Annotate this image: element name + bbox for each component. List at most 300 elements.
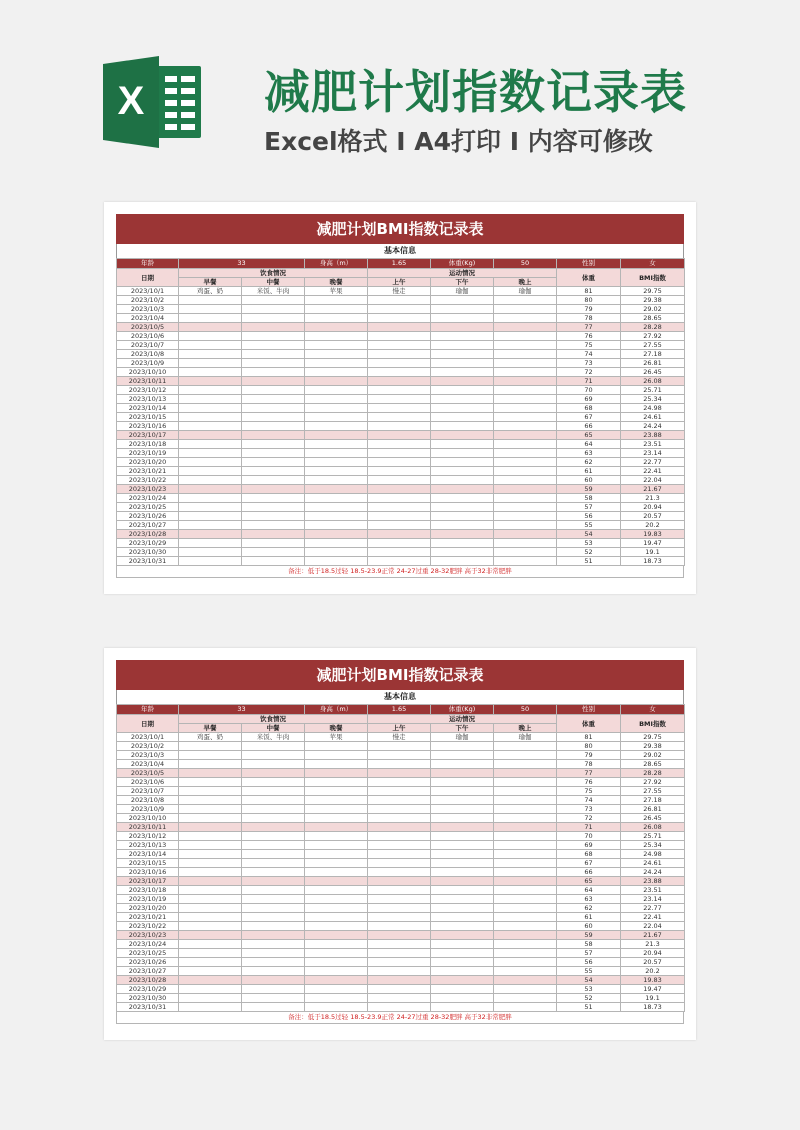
cell-date: 2023/10/13 — [117, 395, 179, 404]
cell-lunch — [242, 913, 305, 922]
cell-weight: 52 — [557, 548, 621, 557]
cell-bmi: 29.38 — [621, 296, 685, 305]
cell-breakfast — [179, 967, 242, 976]
cell-date: 2023/10/3 — [117, 305, 179, 314]
table-row — [117, 557, 685, 566]
page-header — [0, 0, 800, 200]
cell-am — [368, 323, 431, 332]
table-row — [117, 913, 685, 922]
cell-am — [368, 305, 431, 314]
weight-value: 50 — [494, 705, 557, 715]
table-row — [117, 922, 685, 931]
table-row — [117, 287, 685, 296]
table-row — [117, 841, 685, 850]
cell-bmi: 27.92 — [621, 778, 685, 787]
height-value: 1.65 — [368, 705, 431, 715]
cell-pm — [431, 940, 494, 949]
table-row — [117, 850, 685, 859]
cell-weight: 60 — [557, 476, 621, 485]
table-row — [117, 778, 685, 787]
cell-pm — [431, 850, 494, 859]
cell-am — [368, 476, 431, 485]
cell-bmi: 23.14 — [621, 895, 685, 904]
cell-lunch — [242, 787, 305, 796]
cell-dinner — [305, 958, 368, 967]
cell-dinner — [305, 305, 368, 314]
sheet-title: 减肥计划BMI指数记录表 — [116, 660, 684, 690]
cell-am — [368, 877, 431, 886]
cell-pm — [431, 814, 494, 823]
cell-lunch — [242, 386, 305, 395]
cell-dinner — [305, 814, 368, 823]
cell-lunch — [242, 895, 305, 904]
cell-pm — [431, 557, 494, 566]
cell-am — [368, 868, 431, 877]
cell-pm — [431, 886, 494, 895]
cell-lunch: 米饭、牛肉 — [242, 287, 305, 296]
afternoon-header: 下午 — [431, 724, 494, 733]
cell-date: 2023/10/24 — [117, 940, 179, 949]
cell-weight: 61 — [557, 467, 621, 476]
cell-date: 2023/10/9 — [117, 805, 179, 814]
cell-pm: 瑜伽 — [431, 287, 494, 296]
cell-lunch — [242, 548, 305, 557]
cell-bmi: 26.08 — [621, 377, 685, 386]
cell-eve — [494, 985, 557, 994]
cell-eve — [494, 778, 557, 787]
cell-dinner — [305, 377, 368, 386]
cell-eve — [494, 949, 557, 958]
cell-breakfast — [179, 332, 242, 341]
cell-breakfast — [179, 512, 242, 521]
date-header: 日期 — [117, 269, 179, 287]
cell-lunch — [242, 967, 305, 976]
cell-am — [368, 895, 431, 904]
cell-lunch — [242, 341, 305, 350]
cell-am — [368, 467, 431, 476]
table-row — [117, 350, 685, 359]
cell-lunch — [242, 886, 305, 895]
cell-bmi: 20.2 — [621, 967, 685, 976]
cell-dinner — [305, 931, 368, 940]
basic-info-label: 基本信息 — [116, 690, 684, 704]
cell-bmi: 24.61 — [621, 413, 685, 422]
cell-am — [368, 341, 431, 350]
cell-pm — [431, 949, 494, 958]
table-row — [117, 769, 685, 778]
cell-weight: 71 — [557, 377, 621, 386]
cell-date: 2023/10/10 — [117, 368, 179, 377]
cell-eve — [494, 512, 557, 521]
cell-weight: 59 — [557, 931, 621, 940]
cell-eve — [494, 805, 557, 814]
height-label: 身高（m） — [305, 259, 368, 269]
cell-lunch — [242, 503, 305, 512]
table-row — [117, 949, 685, 958]
table-row — [117, 823, 685, 832]
cell-dinner — [305, 904, 368, 913]
cell-breakfast — [179, 476, 242, 485]
cell-bmi: 20.57 — [621, 512, 685, 521]
cell-am — [368, 778, 431, 787]
table-row — [117, 512, 685, 521]
cell-weight: 68 — [557, 404, 621, 413]
cell-am — [368, 922, 431, 931]
cell-date: 2023/10/1 — [117, 733, 179, 742]
info-row — [117, 705, 685, 715]
cell-date: 2023/10/12 — [117, 386, 179, 395]
evening-header: 晚上 — [494, 278, 557, 287]
cell-pm — [431, 823, 494, 832]
cell-bmi: 19.83 — [621, 530, 685, 539]
cell-dinner — [305, 760, 368, 769]
cell-lunch — [242, 296, 305, 305]
table-row — [117, 467, 685, 476]
cell-am — [368, 967, 431, 976]
cell-date: 2023/10/7 — [117, 787, 179, 796]
cell-weight: 65 — [557, 877, 621, 886]
cell-date: 2023/10/5 — [117, 323, 179, 332]
cell-dinner — [305, 868, 368, 877]
cell-eve — [494, 350, 557, 359]
diet-header: 饮食情况 — [179, 715, 368, 724]
cell-dinner — [305, 886, 368, 895]
cell-lunch — [242, 985, 305, 994]
cell-weight: 74 — [557, 796, 621, 805]
cell-am — [368, 904, 431, 913]
cell-weight: 70 — [557, 386, 621, 395]
cell-breakfast — [179, 760, 242, 769]
cell-pm — [431, 422, 494, 431]
cell-breakfast — [179, 832, 242, 841]
cell-pm — [431, 922, 494, 931]
cell-eve — [494, 548, 557, 557]
cell-dinner — [305, 769, 368, 778]
cell-date: 2023/10/3 — [117, 751, 179, 760]
cell-bmi: 28.65 — [621, 760, 685, 769]
cell-lunch — [242, 994, 305, 1003]
cell-am — [368, 386, 431, 395]
age-value: 33 — [179, 705, 305, 715]
cell-date: 2023/10/24 — [117, 494, 179, 503]
cell-pm — [431, 832, 494, 841]
cell-bmi: 19.47 — [621, 539, 685, 548]
cell-dinner — [305, 895, 368, 904]
cell-bmi: 23.51 — [621, 440, 685, 449]
cell-date: 2023/10/25 — [117, 503, 179, 512]
table-row — [117, 895, 685, 904]
cell-am — [368, 994, 431, 1003]
cell-eve — [494, 850, 557, 859]
cell-weight: 71 — [557, 823, 621, 832]
cell-lunch — [242, 796, 305, 805]
sheet-content — [116, 214, 684, 578]
record-table — [116, 258, 685, 566]
cell-pm — [431, 458, 494, 467]
cell-date: 2023/10/31 — [117, 557, 179, 566]
cell-lunch — [242, 521, 305, 530]
cell-am — [368, 949, 431, 958]
cell-date: 2023/10/23 — [117, 931, 179, 940]
cell-lunch — [242, 949, 305, 958]
cell-pm — [431, 494, 494, 503]
cell-weight: 76 — [557, 778, 621, 787]
cell-weight: 78 — [557, 760, 621, 769]
cell-bmi: 27.18 — [621, 350, 685, 359]
cell-am — [368, 521, 431, 530]
cell-bmi: 28.28 — [621, 769, 685, 778]
table-row — [117, 832, 685, 841]
cell-bmi: 25.71 — [621, 386, 685, 395]
sheet-title: 减肥计划BMI指数记录表 — [116, 214, 684, 244]
cell-eve — [494, 742, 557, 751]
table-row — [117, 431, 685, 440]
cell-weight: 67 — [557, 413, 621, 422]
cell-pm — [431, 467, 494, 476]
cell-pm — [431, 958, 494, 967]
cell-dinner — [305, 985, 368, 994]
table-row — [117, 395, 685, 404]
cell-date: 2023/10/30 — [117, 548, 179, 557]
cell-pm — [431, 314, 494, 323]
cell-eve — [494, 503, 557, 512]
cell-pm — [431, 841, 494, 850]
cell-am — [368, 557, 431, 566]
table-row — [117, 413, 685, 422]
cell-dinner — [305, 539, 368, 548]
cell-weight: 61 — [557, 913, 621, 922]
group-header-row — [117, 715, 685, 724]
cell-pm — [431, 742, 494, 751]
cell-bmi: 28.65 — [621, 314, 685, 323]
cell-lunch — [242, 377, 305, 386]
sheet-content — [116, 660, 684, 1024]
cell-pm — [431, 296, 494, 305]
logo-letter: X — [117, 79, 145, 123]
cell-am — [368, 1003, 431, 1012]
cell-breakfast — [179, 841, 242, 850]
cell-breakfast: 鸡蛋、奶 — [179, 733, 242, 742]
cell-lunch — [242, 485, 305, 494]
cell-eve — [494, 958, 557, 967]
cell-dinner: 苹果 — [305, 287, 368, 296]
cell-lunch — [242, 922, 305, 931]
cell-eve — [494, 386, 557, 395]
cell-pm — [431, 404, 494, 413]
cell-date: 2023/10/11 — [117, 823, 179, 832]
cell-bmi: 26.81 — [621, 805, 685, 814]
table-row — [117, 404, 685, 413]
cell-pm — [431, 341, 494, 350]
cell-weight: 76 — [557, 332, 621, 341]
cell-lunch: 米饭、牛肉 — [242, 733, 305, 742]
cell-lunch — [242, 814, 305, 823]
cell-weight: 72 — [557, 814, 621, 823]
cell-date: 2023/10/8 — [117, 796, 179, 805]
cell-weight: 56 — [557, 958, 621, 967]
cell-weight: 69 — [557, 395, 621, 404]
cell-weight: 54 — [557, 530, 621, 539]
cell-eve — [494, 422, 557, 431]
cell-dinner — [305, 494, 368, 503]
cell-date: 2023/10/26 — [117, 958, 179, 967]
table-row — [117, 814, 685, 823]
evening-header: 晚上 — [494, 724, 557, 733]
table-row — [117, 1003, 685, 1012]
cell-am — [368, 976, 431, 985]
table-row — [117, 305, 685, 314]
cell-breakfast — [179, 751, 242, 760]
cell-breakfast — [179, 530, 242, 539]
cell-eve — [494, 377, 557, 386]
cell-lunch — [242, 778, 305, 787]
sport-header: 运动情况 — [368, 715, 557, 724]
cell-weight: 79 — [557, 751, 621, 760]
gender-label: 性别 — [557, 259, 621, 269]
cell-weight: 78 — [557, 314, 621, 323]
cell-date: 2023/10/5 — [117, 769, 179, 778]
table-row — [117, 422, 685, 431]
cell-weight: 73 — [557, 359, 621, 368]
cell-am: 慢走 — [368, 287, 431, 296]
cell-breakfast — [179, 467, 242, 476]
date-header: 日期 — [117, 715, 179, 733]
cell-dinner — [305, 1003, 368, 1012]
sheet-preview-1 — [104, 202, 696, 594]
cell-dinner — [305, 512, 368, 521]
cell-eve — [494, 476, 557, 485]
cell-breakfast — [179, 877, 242, 886]
cell-breakfast — [179, 440, 242, 449]
cell-dinner — [305, 949, 368, 958]
sheet-preview-2 — [104, 648, 696, 1040]
cell-pm — [431, 413, 494, 422]
cell-date: 2023/10/18 — [117, 440, 179, 449]
cell-am — [368, 958, 431, 967]
cell-dinner — [305, 350, 368, 359]
cell-pm — [431, 796, 494, 805]
cell-dinner — [305, 449, 368, 458]
cell-breakfast — [179, 787, 242, 796]
cell-date: 2023/10/31 — [117, 1003, 179, 1012]
cell-breakfast — [179, 368, 242, 377]
cell-dinner — [305, 976, 368, 985]
cell-breakfast — [179, 769, 242, 778]
cell-eve — [494, 976, 557, 985]
cell-pm — [431, 868, 494, 877]
cell-dinner — [305, 521, 368, 530]
cell-eve — [494, 305, 557, 314]
cell-am — [368, 859, 431, 868]
cell-date: 2023/10/19 — [117, 895, 179, 904]
cell-am — [368, 350, 431, 359]
cell-am — [368, 913, 431, 922]
cell-bmi: 23.88 — [621, 431, 685, 440]
cell-am — [368, 940, 431, 949]
cell-am — [368, 850, 431, 859]
table-row — [117, 886, 685, 895]
table-row — [117, 805, 685, 814]
cell-pm — [431, 760, 494, 769]
cell-pm — [431, 368, 494, 377]
cell-lunch — [242, 314, 305, 323]
cell-bmi: 27.18 — [621, 796, 685, 805]
cell-breakfast — [179, 778, 242, 787]
cell-breakfast — [179, 805, 242, 814]
cell-date: 2023/10/28 — [117, 976, 179, 985]
cell-eve — [494, 877, 557, 886]
cell-dinner — [305, 859, 368, 868]
cell-pm — [431, 976, 494, 985]
bmi-note: 备注：低于18.5过轻 18.5-23.9正常 24-27过重 28-32肥胖 高于32非常肥胖 — [116, 1012, 684, 1024]
cell-eve — [494, 823, 557, 832]
cell-am — [368, 458, 431, 467]
record-table — [116, 704, 685, 1012]
diet-header: 饮食情况 — [179, 269, 368, 278]
cell-weight: 58 — [557, 494, 621, 503]
table-row — [117, 539, 685, 548]
cell-pm — [431, 787, 494, 796]
cell-eve — [494, 940, 557, 949]
cell-lunch — [242, 359, 305, 368]
cell-date: 2023/10/27 — [117, 967, 179, 976]
cell-lunch — [242, 868, 305, 877]
cell-bmi: 22.77 — [621, 458, 685, 467]
lunch-header: 中餐 — [242, 724, 305, 733]
cell-dinner — [305, 557, 368, 566]
cell-weight: 51 — [557, 1003, 621, 1012]
cell-dinner — [305, 841, 368, 850]
cell-bmi: 21.3 — [621, 940, 685, 949]
cell-date: 2023/10/22 — [117, 922, 179, 931]
cell-date: 2023/10/14 — [117, 404, 179, 413]
cell-bmi: 18.73 — [621, 557, 685, 566]
cell-weight: 62 — [557, 904, 621, 913]
cell-am — [368, 332, 431, 341]
cell-eve — [494, 296, 557, 305]
cell-eve — [494, 931, 557, 940]
cell-pm — [431, 805, 494, 814]
cell-date: 2023/10/8 — [117, 350, 179, 359]
table-row — [117, 503, 685, 512]
cell-pm — [431, 350, 494, 359]
age-label: 年龄 — [117, 259, 179, 269]
weight-col-header: 体重 — [557, 269, 621, 287]
cell-breakfast — [179, 350, 242, 359]
cell-eve — [494, 332, 557, 341]
cell-weight: 77 — [557, 323, 621, 332]
cell-date: 2023/10/17 — [117, 877, 179, 886]
cell-bmi: 20.57 — [621, 958, 685, 967]
table-row — [117, 449, 685, 458]
cell-eve — [494, 751, 557, 760]
cell-breakfast — [179, 458, 242, 467]
cell-am — [368, 760, 431, 769]
cell-dinner — [305, 940, 368, 949]
cell-lunch — [242, 904, 305, 913]
table-row — [117, 760, 685, 769]
cell-lunch — [242, 395, 305, 404]
cell-bmi: 20.2 — [621, 521, 685, 530]
cell-lunch — [242, 841, 305, 850]
cell-breakfast — [179, 868, 242, 877]
cell-breakfast — [179, 976, 242, 985]
cell-weight: 60 — [557, 922, 621, 931]
cell-lunch — [242, 530, 305, 539]
excel-icon — [103, 56, 205, 148]
cell-breakfast — [179, 823, 242, 832]
cell-eve — [494, 967, 557, 976]
